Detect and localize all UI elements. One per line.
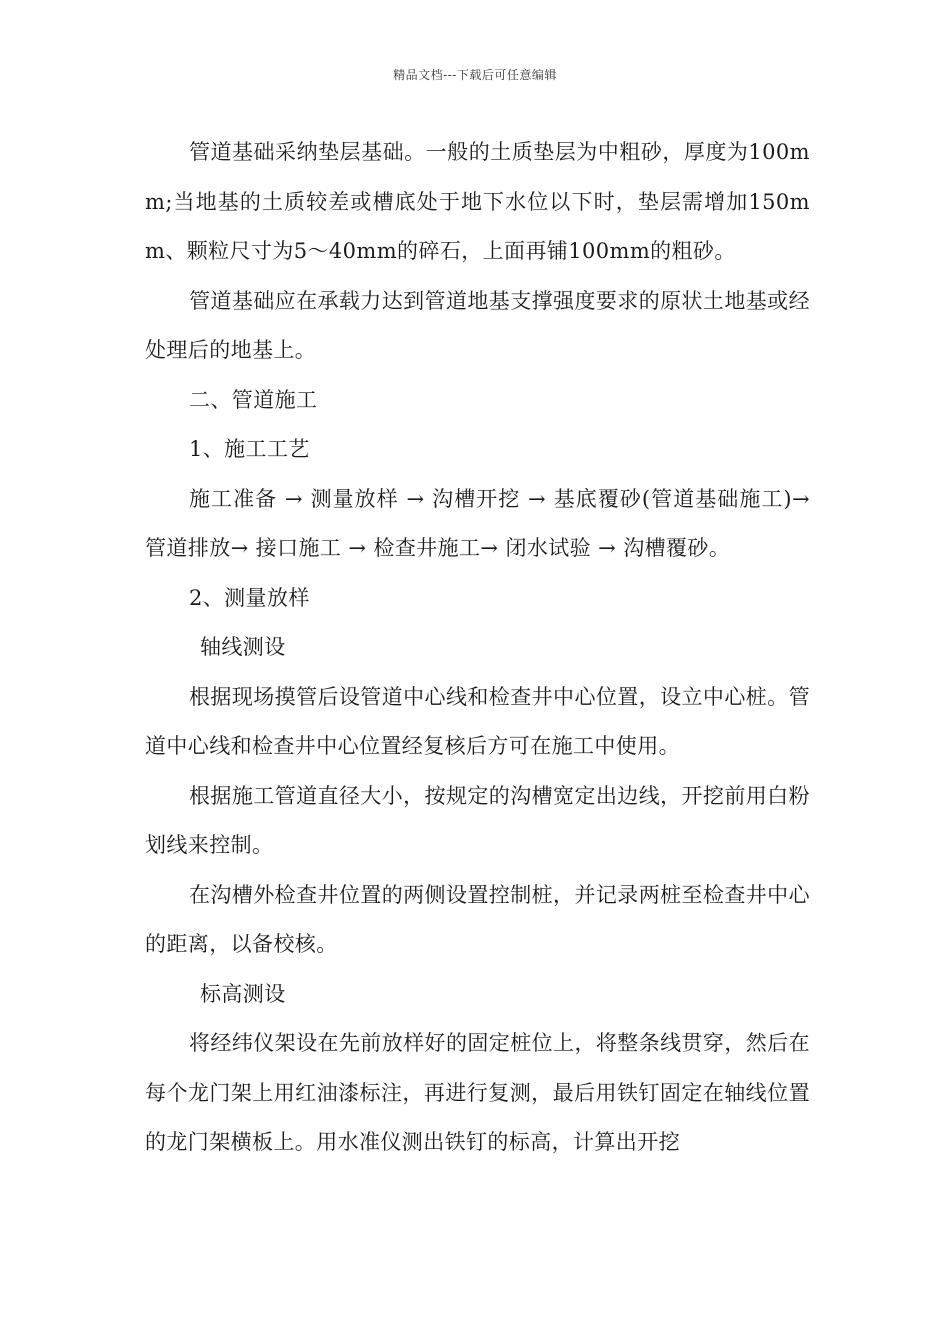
subsection-heading-construction-process: 1、施工工艺 (189, 437, 310, 461)
subheading-elevation-survey: 标高测设 (200, 981, 286, 1006)
paragraph-pipe-foundation: 管道基础采纳垫层基础。一般的土质垫层为中粗砂，厚度为100mm;当地基的土质较差或槽底处于地下水位以下时，垫层需增加150mm、颗粒尺寸为5～40mm的碎石，上面再铺100mm的粗砂。 (145, 140, 810, 263)
paragraph-process-flow: 施工准备 → 测量放样 → 沟槽开挖 → 基底覆砂(管道基础施工)→ 管道排放→ 接口施工 → 检查井施工→ 闭水试验 → 沟槽覆砂。 (145, 486, 810, 560)
paragraph-theodolite-setup: 将经纬仪架设在先前放样好的固定桩位上，将整条线贯穿，然后在每个龙门架上用红油漆标注，再进行复测，最后用铁钉固定在轴线位置的龙门架横板上。用水准仪测出铁钉的标高，计算出开挖 (145, 1031, 810, 1154)
paragraph-trench-edge: 根据施工管道直径大小，按规定的沟槽宽定出边线，开挖前用白粉划线来控制。 (145, 783, 810, 857)
subsection-heading-survey-layout: 2、测量放样 (189, 585, 310, 610)
paragraph-control-piles: 在沟槽外检查井位置的两侧设置控制桩，并记录两桩至检查井中心的距离，以备校核。 (145, 882, 810, 956)
section-heading-pipe-construction: 二、管道施工 (189, 387, 318, 412)
paragraph-centerline-setup: 根据现场摸管后设管道中心线和检查井中心位置，设立中心桩。管道中心线和检查井中心位置经复核后方可在施工中使用。 (145, 684, 810, 758)
document-body (145, 128, 810, 1168)
subheading-axis-survey: 轴线测设 (200, 635, 286, 659)
paragraph-foundation-bearing: 管道基础应在承载力达到管道地基支撑强度要求的原状土地基或经处理后的地基上。 (145, 288, 810, 362)
page-header: 精品文档---下载后可任意编辑 (393, 68, 557, 82)
